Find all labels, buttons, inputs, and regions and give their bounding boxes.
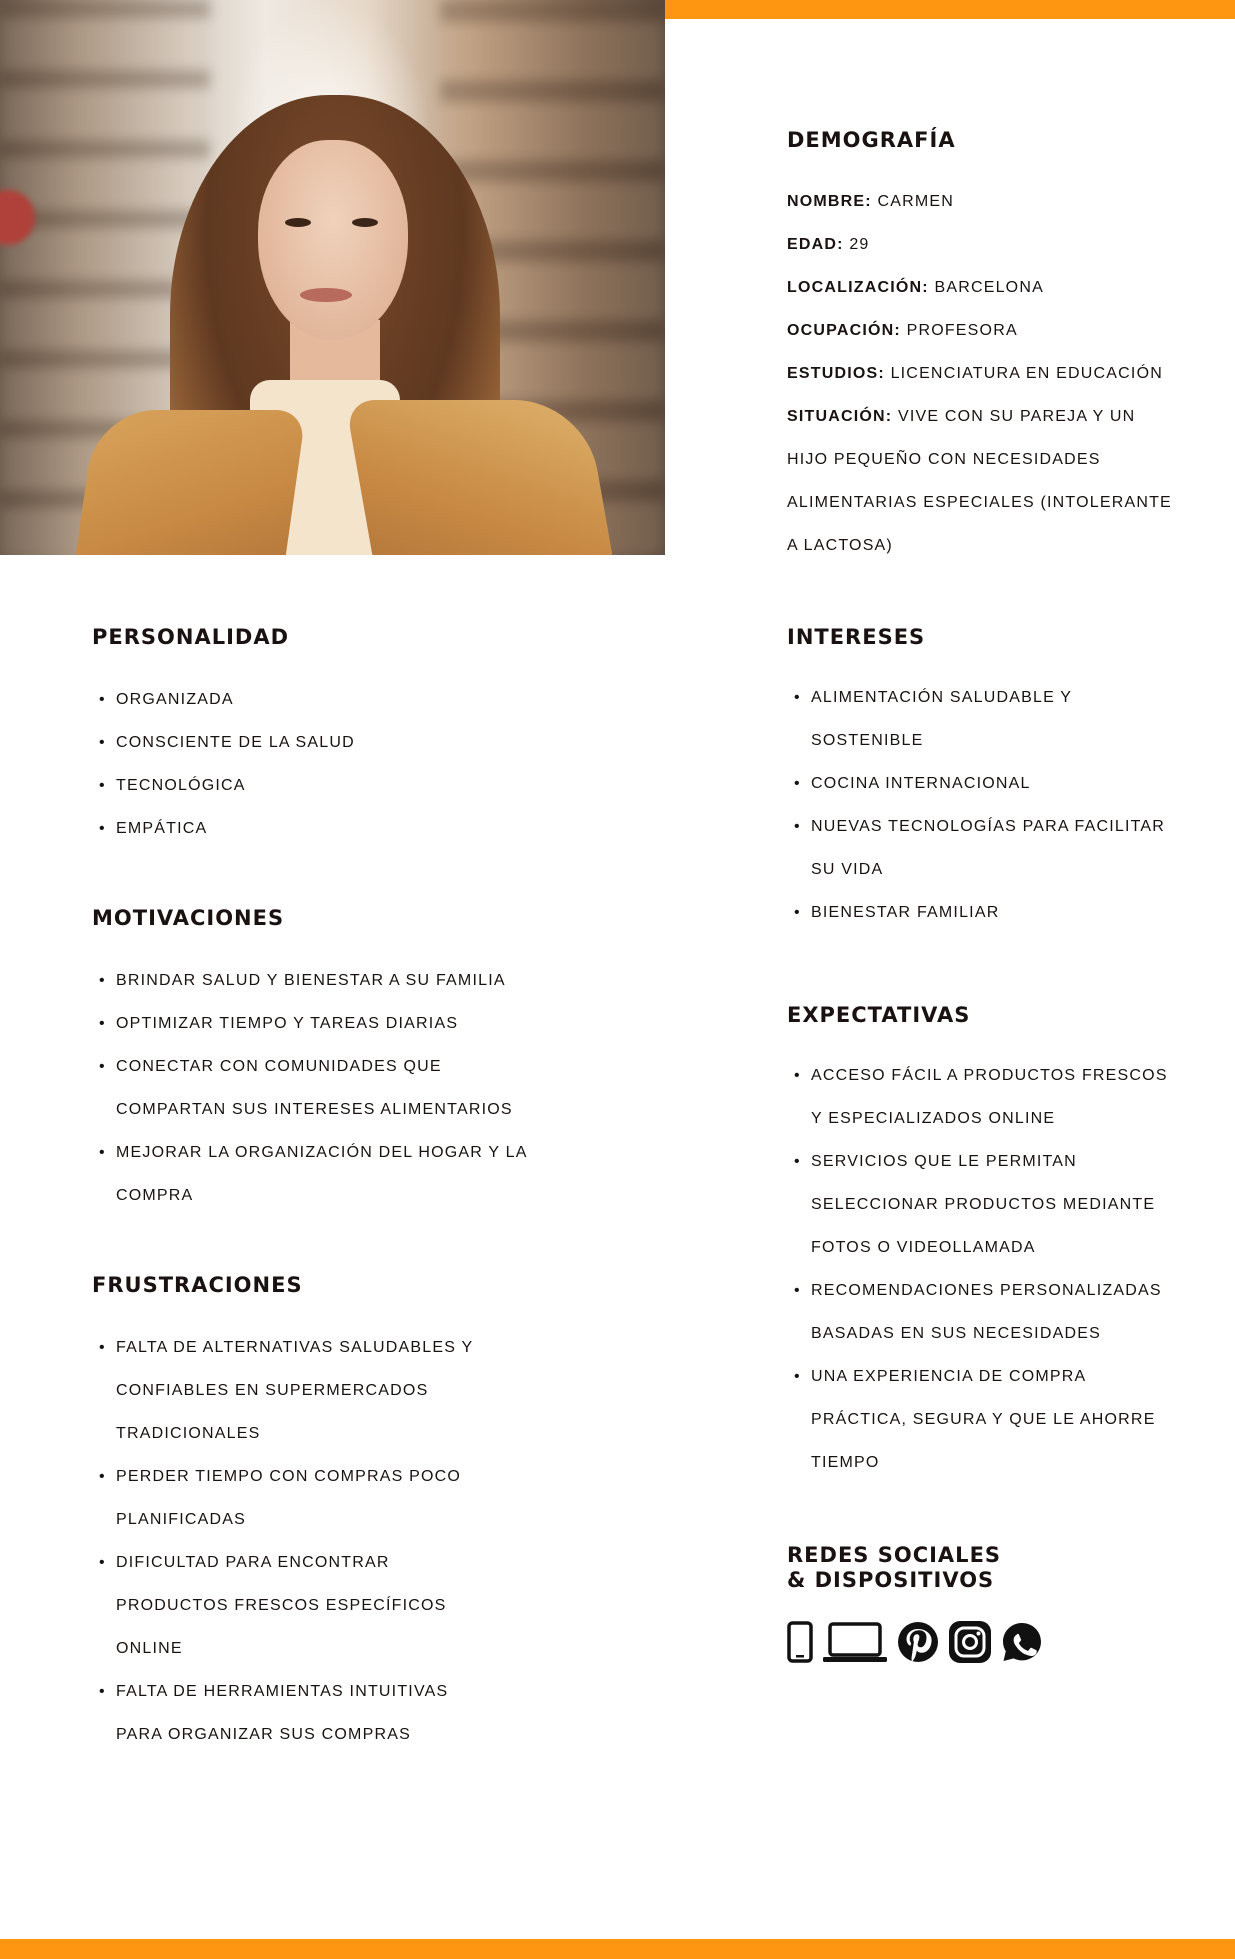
list-item — [787, 1140, 1227, 1269]
demografia-row — [787, 277, 1207, 320]
list-item-line: DIFICULTAD PARA ENCONTRAR — [116, 1554, 390, 1571]
field-value: PROFESORA — [900, 322, 1018, 339]
field-label: OCUPACIÓN: — [787, 322, 901, 339]
list-item — [787, 891, 1217, 934]
list-item-line: MEJORAR LA ORGANIZACIÓN DEL HOGAR Y LA — [116, 1144, 528, 1161]
pinterest-icon — [897, 1621, 939, 1663]
list-item — [787, 762, 1217, 805]
list-item-line: ACCESO FÁCIL A PRODUCTOS FRESCOS — [811, 1067, 1168, 1084]
list-item — [92, 678, 572, 721]
bottom-accent-bar — [0, 1939, 1235, 1959]
field-value: LICENCIATURA EN EDUCACIÓN — [884, 365, 1163, 382]
demografia-row — [787, 191, 1207, 234]
list-item — [92, 1670, 572, 1756]
list-item-line: FALTA DE HERRAMIENTAS INTUITIVAS — [116, 1683, 449, 1700]
list-item — [92, 1002, 612, 1045]
list-item-line: BRINDAR SALUD Y BIENESTAR A SU FAMILIA — [116, 972, 506, 989]
list-item-line: UNA EXPERIENCIA DE COMPRA — [811, 1368, 1087, 1385]
list-item — [787, 1269, 1227, 1355]
demografia-row — [787, 234, 1207, 277]
social-icons-row — [787, 1620, 1043, 1664]
list-item-line: Y ESPECIALIZADOS ONLINE — [811, 1110, 1056, 1127]
list-item-line: RECOMENDACIONES PERSONALIZADAS — [811, 1282, 1162, 1299]
list-item — [92, 1326, 572, 1455]
personalidad-list — [92, 678, 572, 850]
list-item-line: CONSCIENTE DE LA SALUD — [116, 734, 355, 751]
field-value: 29 — [843, 236, 870, 253]
whatsapp-icon — [1001, 1621, 1043, 1663]
top-accent-bar — [665, 0, 1235, 19]
list-item — [92, 1045, 612, 1131]
field-label: ESTUDIOS: — [787, 365, 885, 382]
frustraciones-title: FRUSTRACIONES — [92, 1273, 303, 1297]
persona-photo — [0, 0, 665, 555]
smartphone-icon — [787, 1621, 813, 1663]
list-item-line: CONFIABLES EN SUPERMERCADOS — [116, 1382, 429, 1399]
list-item-line: PRODUCTOS FRESCOS ESPECÍFICOS — [116, 1597, 447, 1614]
expectativas-title: EXPECTATIVAS — [787, 1003, 971, 1027]
expectativas-list — [787, 1054, 1227, 1484]
field-value: VIVE CON SU PAREJA Y UN — [892, 408, 1136, 425]
redes-title — [787, 1543, 1001, 1593]
demografia-row — [787, 363, 1207, 406]
list-item-line: COCINA INTERNACIONAL — [811, 775, 1031, 792]
list-item — [92, 764, 572, 807]
list-item-line: TIEMPO — [811, 1454, 880, 1471]
list-item-line: SU VIDA — [811, 861, 884, 878]
intereses-title: INTERESES — [787, 625, 926, 649]
list-item-line: PARA ORGANIZAR SUS COMPRAS — [116, 1726, 411, 1743]
list-item-line: EMPÁTICA — [116, 820, 208, 837]
list-item — [787, 805, 1217, 891]
list-item — [92, 807, 572, 850]
list-item-line: TRADICIONALES — [116, 1425, 261, 1442]
list-item-line: NUEVAS TECNOLOGÍAS PARA FACILITAR — [811, 818, 1166, 835]
motivaciones-title: MOTIVACIONES — [92, 906, 285, 930]
list-item — [92, 721, 572, 764]
laptop-icon — [823, 1621, 887, 1663]
list-item-line: TECNOLÓGICA — [116, 777, 246, 794]
intereses-list — [787, 676, 1217, 934]
demografia-row — [787, 406, 1207, 449]
field-value: CARMEN — [871, 193, 955, 210]
demografia-list — [787, 191, 1207, 578]
list-item — [787, 1355, 1227, 1484]
field-label: NOMBRE: — [787, 193, 872, 210]
list-item — [92, 1131, 612, 1217]
list-item-line: PERDER TIEMPO CON COMPRAS POCO — [116, 1468, 462, 1485]
list-item — [787, 1054, 1227, 1140]
list-item-line: COMPARTAN SUS INTERESES ALIMENTARIOS — [116, 1101, 513, 1118]
list-item-line: CONECTAR CON COMUNIDADES QUE — [116, 1058, 442, 1075]
frustraciones-list — [92, 1326, 572, 1756]
list-item — [92, 1455, 572, 1541]
list-item — [92, 959, 612, 1002]
list-item-line: PRÁCTICA, SEGURA Y QUE LE AHORRE — [811, 1411, 1156, 1428]
demografia-continuation: A LACTOSA) — [787, 537, 893, 554]
list-item-line: OPTIMIZAR TIEMPO Y TAREAS DIARIAS — [116, 1015, 459, 1032]
list-item-line: SELECCIONAR PRODUCTOS MEDIANTE — [811, 1196, 1156, 1213]
list-item — [787, 676, 1217, 762]
list-item-line: SERVICIOS QUE LE PERMITAN — [811, 1153, 1077, 1170]
motivaciones-list — [92, 959, 612, 1217]
demografia-row — [787, 320, 1207, 363]
demografia-continuation: HIJO PEQUEÑO CON NECESIDADES — [787, 451, 1101, 468]
redes-title-line1: REDES SOCIALES — [787, 1543, 1002, 1567]
list-item-line: BIENESTAR FAMILIAR — [811, 904, 1000, 921]
list-item-line: SOSTENIBLE — [811, 732, 924, 749]
demografia-title: DEMOGRAFÍA — [787, 128, 956, 152]
field-label: LOCALIZACIÓN: — [787, 279, 929, 296]
list-item-line: ONLINE — [116, 1640, 183, 1657]
instagram-icon — [949, 1621, 991, 1663]
personalidad-title: PERSONALIDAD — [92, 625, 290, 649]
list-item-line: PLANIFICADAS — [116, 1511, 246, 1528]
list-item-line: BASADAS EN SUS NECESIDADES — [811, 1325, 1101, 1342]
list-item — [92, 1541, 572, 1670]
list-item-line: FOTOS O VIDEOLLAMADA — [811, 1239, 1036, 1256]
list-item-line: ORGANIZADA — [116, 691, 234, 708]
list-item-line: ALIMENTACIÓN SALUDABLE Y — [811, 689, 1073, 706]
list-item-line: FALTA DE ALTERNATIVAS SALUDABLES Y — [116, 1339, 474, 1356]
demografia-continuation: ALIMENTARIAS ESPECIALES (INTOLERANTE — [787, 494, 1172, 511]
list-item-line: COMPRA — [116, 1187, 194, 1204]
field-value: BARCELONA — [928, 279, 1044, 296]
field-label: SITUACIÓN: — [787, 408, 893, 425]
field-label: EDAD: — [787, 236, 844, 253]
redes-title-line2: & DISPOSITIVOS — [787, 1568, 995, 1592]
